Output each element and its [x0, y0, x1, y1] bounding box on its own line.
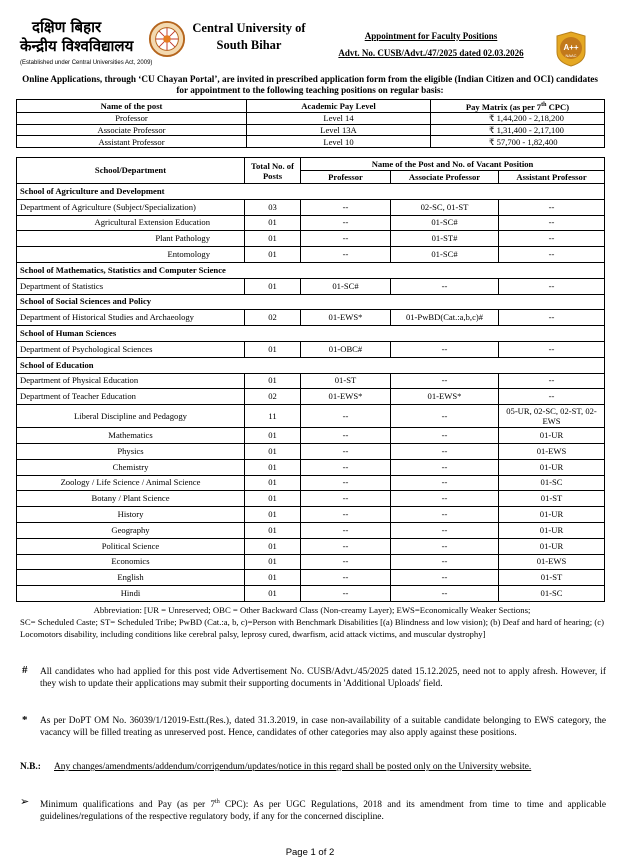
total-posts: 01 [245, 491, 301, 507]
university-name-line-2: South Bihar [216, 38, 282, 52]
assistant-vacancy: 01-SC [499, 586, 605, 602]
nb-note: Any changes/amendments/addendum/corrigendum/updates/notice in this regard shall be posted only on the University website. [54, 762, 532, 772]
total-posts: 01 [245, 215, 301, 231]
department-name: Zoology / Life Science / Animal Science [17, 475, 245, 491]
star-marker: * [22, 714, 28, 726]
min-qualification-note: Minimum qualifications and Pay (as per 7th CPC): As per UGC Regulations, 2018 and its amendment from time to time and applicable guidelines/regulations of the respective regulatory body, if any for the concerned discipline. [40, 799, 606, 823]
professor-vacancy: -- [301, 443, 391, 459]
assistant-vacancy: 01-EWS [499, 554, 605, 570]
total-posts: 01 [245, 570, 301, 586]
professor-vacancy: -- [301, 231, 391, 247]
header-vacant-positions: Name of the Post and No. of Vacant Position [301, 158, 605, 171]
assistant-vacancy: 01-ST [499, 491, 605, 507]
associate-vacancy: -- [391, 538, 499, 554]
department-row [17, 491, 605, 507]
total-posts: 01 [245, 443, 301, 459]
total-posts: 01 [245, 373, 301, 389]
department-row [17, 389, 605, 405]
professor-vacancy: -- [301, 475, 391, 491]
department-name: Physics [17, 443, 245, 459]
associate-vacancy: 01-SC# [391, 247, 499, 263]
header [14, 14, 606, 72]
department-row [17, 538, 605, 554]
school-row [17, 262, 605, 278]
pay-table-row [17, 112, 605, 124]
vacancy-header-row-1 [17, 158, 605, 171]
total-posts: 01 [245, 428, 301, 444]
total-posts: 01 [245, 522, 301, 538]
university-name [190, 20, 308, 54]
professor-vacancy: -- [301, 459, 391, 475]
department-row [17, 247, 605, 263]
department-name: Department of Agriculture (Subject/Specialization) [17, 199, 245, 215]
professor-vacancy: -- [301, 428, 391, 444]
naac-grade: A++ [563, 43, 579, 52]
professor-vacancy: -- [301, 215, 391, 231]
pay-table-row [17, 124, 605, 136]
associate-vacancy: -- [391, 586, 499, 602]
associate-vacancy: -- [391, 570, 499, 586]
professor-vacancy: 01-EWS* [301, 389, 391, 405]
associate-vacancy: 01-PwBD(Cat.:a,b,c)# [391, 310, 499, 326]
intro-paragraph: Online Applications, through ‘CU Chayan Portal’, are invited in prescribed application form from the eligible (Indian Citizen and OCI) candidates for appointment to the following teaching positions on regular basis: [22, 74, 598, 95]
associate-vacancy: -- [391, 428, 499, 444]
department-row [17, 522, 605, 538]
university-emblem-icon [148, 20, 186, 58]
total-posts: 01 [245, 231, 301, 247]
department-name: Liberal Discipline and Pedagogy [17, 405, 245, 428]
pay-level: Level 10 [247, 136, 431, 148]
professor-vacancy: -- [301, 199, 391, 215]
total-posts: 01 [245, 459, 301, 475]
assistant-vacancy: -- [499, 199, 605, 215]
total-posts: 02 [245, 310, 301, 326]
header-post-name: Name of the post [17, 100, 247, 113]
appointment-title: Appointment for Faculty Positions [364, 31, 498, 41]
total-posts: 11 [245, 405, 301, 428]
assistant-vacancy: 05-UR, 02-SC, 02-ST, 02-EWS [499, 405, 605, 428]
associate-vacancy: -- [391, 554, 499, 570]
total-posts: 01 [245, 278, 301, 294]
school-name: School of Social Sciences and Policy [17, 294, 605, 310]
total-posts: 01 [245, 475, 301, 491]
department-name: Mathematics [17, 428, 245, 444]
department-row [17, 428, 605, 444]
hindi-line-1: दक्षिण बिहार [32, 18, 102, 36]
department-name: Geography [17, 522, 245, 538]
school-name: School of Human Sciences [17, 326, 605, 342]
header-associate-professor: Associate Professor [391, 171, 499, 184]
associate-vacancy: -- [391, 507, 499, 523]
abbreviation-block [20, 604, 604, 640]
professor-vacancy: -- [301, 247, 391, 263]
naac-label: NAAC [565, 53, 577, 58]
header-total-posts: Total No. of Posts [245, 158, 301, 184]
department-name: Department of Physical Education [17, 373, 245, 389]
total-posts: 01 [245, 247, 301, 263]
department-name: Economics [17, 554, 245, 570]
assistant-vacancy: 01-UR [499, 522, 605, 538]
associate-vacancy: 02-SC, 01-ST [391, 199, 499, 215]
department-name: Department of Teacher Education [17, 389, 245, 405]
nb-label: N.B.: [20, 762, 41, 772]
university-name-line-1: Central University of [192, 21, 306, 35]
pay-level: Level 13A [247, 124, 431, 136]
department-name: Department of Psychological Sciences [17, 341, 245, 357]
pay-level: Level 14 [247, 112, 431, 124]
hash-marker: # [22, 664, 28, 676]
professor-vacancy: -- [301, 405, 391, 428]
department-row [17, 278, 605, 294]
assistant-vacancy: -- [499, 247, 605, 263]
established-note: (Established under Central Universities Act, 2009) [20, 60, 153, 66]
school-row [17, 357, 605, 373]
pay-post-name: Assistant Professor [17, 136, 247, 148]
associate-vacancy: 01-EWS* [391, 389, 499, 405]
professor-vacancy: -- [301, 554, 391, 570]
department-row [17, 586, 605, 602]
advertisement-info [318, 28, 544, 62]
pay-level-table [16, 99, 605, 148]
professor-vacancy: -- [301, 586, 391, 602]
school-name: School of Agriculture and Development [17, 184, 605, 200]
header-assistant-professor: Assistant Professor [499, 171, 605, 184]
associate-vacancy: -- [391, 443, 499, 459]
school-name: School of Education [17, 357, 605, 373]
associate-vacancy: -- [391, 405, 499, 428]
department-row [17, 443, 605, 459]
department-name: Agricultural Extension Education [17, 215, 245, 231]
department-name: Hindi [17, 586, 245, 602]
assistant-vacancy: 01-UR [499, 428, 605, 444]
associate-vacancy: 01-SC# [391, 215, 499, 231]
department-name: Chemistry [17, 459, 245, 475]
header-pay-level: Academic Pay Level [247, 100, 431, 113]
department-name: English [17, 570, 245, 586]
school-row [17, 184, 605, 200]
department-row [17, 405, 605, 428]
department-row [17, 231, 605, 247]
total-posts: 01 [245, 586, 301, 602]
star-note: As per DoPT OM No. 36039/1/12019-Estt.(Res.), dated 31.3.2019, in case non-availability of a suitable candidate belonging to EWS category, the vacancy will be filled treating as unreserved post. Hence, candidates of other categories may also apply against these positions. [40, 716, 606, 738]
assistant-vacancy: 01-UR [499, 459, 605, 475]
hash-note: All candidates who had applied for this post vide Advertisement No. CUSB/Advt./45/2025 dated 15.12.2025, need not to apply afresh. However, if they wish to update their applications may submit their supporting documents in 'Additional Uploads' field. [40, 667, 606, 689]
hindi-name-block [20, 18, 152, 66]
header-professor: Professor [301, 171, 391, 184]
abbreviation-line-1: Abbreviation: [UR = Unreserved; OBC = Other Backward Class (Non-creamy Layer); EWS=Economically Weaker Sections; [93, 605, 531, 615]
associate-vacancy: -- [391, 522, 499, 538]
professor-vacancy: -- [301, 491, 391, 507]
associate-vacancy: -- [391, 491, 499, 507]
pay-matrix: ₹ 57,700 - 1,82,400 [431, 136, 605, 148]
department-row [17, 215, 605, 231]
associate-vacancy: 01-ST# [391, 231, 499, 247]
total-posts: 02 [245, 389, 301, 405]
department-row [17, 507, 605, 523]
department-name: History [17, 507, 245, 523]
department-name: Department of Historical Studies and Archaeology [17, 310, 245, 326]
department-row [17, 570, 605, 586]
department-name: Political Science [17, 538, 245, 554]
department-row [17, 554, 605, 570]
associate-vacancy: -- [391, 341, 499, 357]
hindi-line-2: केन्द्रीय विश्वविद्यालय [20, 37, 134, 55]
department-row [17, 341, 605, 357]
assistant-vacancy: 01-SC [499, 475, 605, 491]
assistant-vacancy: -- [499, 278, 605, 294]
professor-vacancy: 01-OBC# [301, 341, 391, 357]
professor-vacancy: -- [301, 538, 391, 554]
total-posts: 03 [245, 199, 301, 215]
assistant-vacancy: 01-UR [499, 538, 605, 554]
department-name: Entomology [17, 247, 245, 263]
assistant-vacancy: -- [499, 310, 605, 326]
associate-vacancy: -- [391, 459, 499, 475]
advertisement-number: Advt. No. CUSB/Advt./47/2025 dated 02.03.2026 [338, 48, 524, 58]
associate-vacancy: -- [391, 278, 499, 294]
assistant-vacancy: -- [499, 373, 605, 389]
assistant-vacancy: 01-UR [499, 507, 605, 523]
department-row [17, 459, 605, 475]
associate-vacancy: -- [391, 373, 499, 389]
header-pay-matrix: Pay Matrix (as per 7th CPC) [431, 100, 605, 113]
department-name: Botany / Plant Science [17, 491, 245, 507]
page-number: Page 1 of 2 [285, 847, 335, 858]
pay-post-name: Associate Professor [17, 124, 247, 136]
associate-vacancy: -- [391, 475, 499, 491]
pay-post-name: Professor [17, 112, 247, 124]
department-row [17, 310, 605, 326]
header-school: School/Department [17, 158, 245, 184]
school-row [17, 294, 605, 310]
total-posts: 01 [245, 341, 301, 357]
total-posts: 01 [245, 507, 301, 523]
pay-matrix: ₹ 1,44,200 - 2,18,200 [431, 112, 605, 124]
assistant-vacancy: -- [499, 341, 605, 357]
pay-table-row [17, 136, 605, 148]
department-name: Department of Statistics [17, 278, 245, 294]
professor-vacancy: 01-ST [301, 373, 391, 389]
assistant-vacancy: -- [499, 389, 605, 405]
department-row [17, 199, 605, 215]
department-row [17, 475, 605, 491]
assistant-vacancy: -- [499, 215, 605, 231]
professor-vacancy: 01-SC# [301, 278, 391, 294]
pay-table-header [17, 100, 605, 113]
professor-vacancy: -- [301, 570, 391, 586]
assistant-vacancy: -- [499, 231, 605, 247]
school-row [17, 326, 605, 342]
professor-vacancy: 01-EWS* [301, 310, 391, 326]
school-name: School of Mathematics, Statistics and Computer Science [17, 262, 605, 278]
total-posts: 01 [245, 554, 301, 570]
professor-vacancy: -- [301, 522, 391, 538]
pay-matrix: ₹ 1,31,400 - 2,17,100 [431, 124, 605, 136]
assistant-vacancy: 01-ST [499, 570, 605, 586]
naac-badge-icon [554, 30, 588, 68]
total-posts: 01 [245, 538, 301, 554]
arrow-bullet-icon: ➢ [20, 796, 30, 808]
assistant-vacancy: 01-EWS [499, 443, 605, 459]
abbreviation-line-2: SC= Scheduled Caste; ST= Scheduled Tribe; PwBD (Cat.:a, b, c)=Person with Benchmark Disabilities [(a) Blindness and low vision); (b) Deaf and hard of hearing; (c) Locomotors disability, including conditions like cerebral palsy, leprosy cured, dwarfism, acid attack victims, and muscular dystrophy] [20, 617, 604, 639]
department-name: Plant Pathology [17, 231, 245, 247]
department-row [17, 373, 605, 389]
vacancy-table [16, 157, 605, 602]
professor-vacancy: -- [301, 507, 391, 523]
